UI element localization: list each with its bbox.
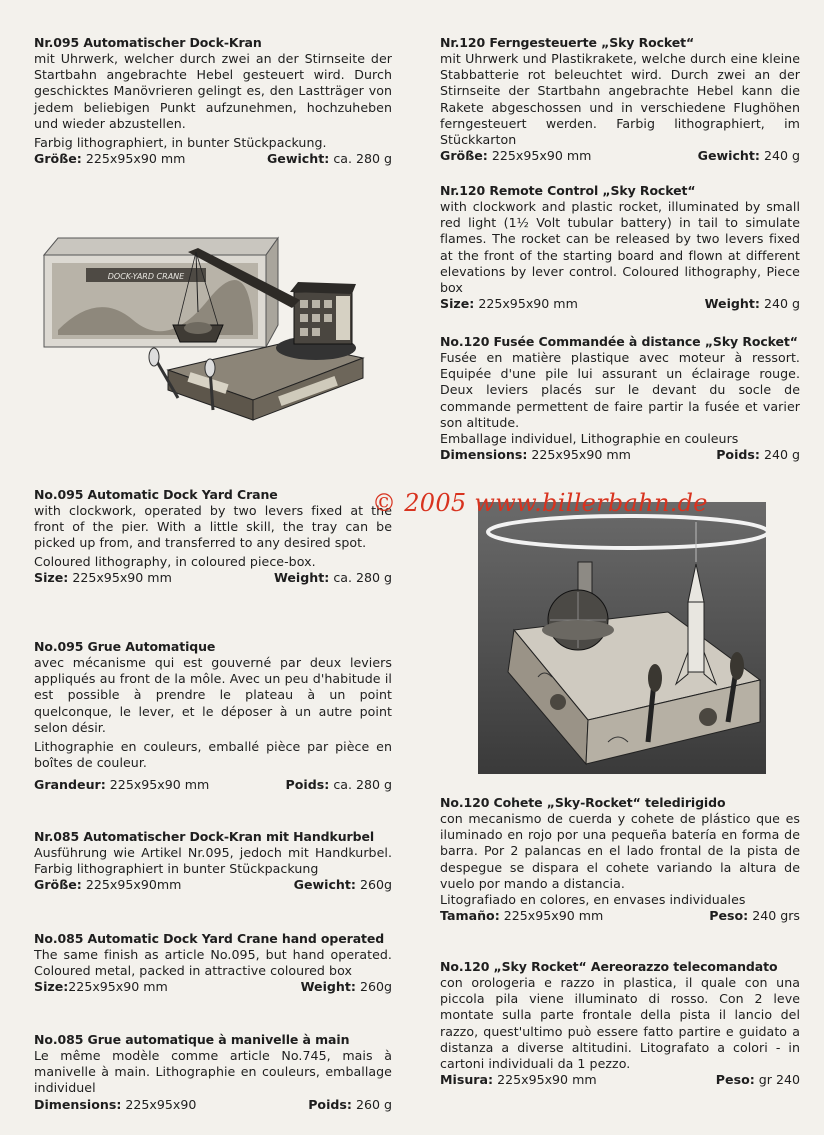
entry-specs: Dimensions: 225x95x90 mm Poids: 240 g bbox=[440, 447, 800, 463]
entry-title: Nr.095 Automatischer Dock-Kran bbox=[34, 35, 262, 50]
entry-120-de bbox=[440, 34, 800, 165]
entry-095-de bbox=[34, 34, 392, 168]
entry-specs: Größe: 225x95x90 mm Gewicht: ca. 280 g bbox=[34, 151, 392, 167]
entry-title: No.095 Grue Automatique bbox=[34, 639, 216, 654]
entry-description: con mecanismo de cuerda y cohete de plástico que es iluminado en rojo por una pequeña batería en forma de barra. Por 2 palancas en el lado frontal de la pista de despegue se dispara el cohete variando la altura de vuelo por mando a distancia. Litografiado en colores, en envases individuales bbox=[440, 811, 800, 908]
entry-title: No.085 Grue automatique à manivelle à main bbox=[34, 1032, 350, 1047]
entry-specs: Misura: 225x95x90 mm Peso: gr 240 bbox=[440, 1072, 800, 1088]
crane-box bbox=[44, 238, 278, 347]
entry-description: con orologeria e razzo in plastica, il quale con una piccola pila viene illuminato di rosso. Con 2 leve montate sulla parte frontale della pista il lancio del razzo, quest'ultimo può essere fatto partire e guidato a distanza a diverse altitudini. Litografato a colori - in cartoni individuali da 1 pezzo. bbox=[440, 975, 800, 1072]
entry-specs: Dimensions: 225x95x90 Poids: 260 g bbox=[34, 1096, 392, 1112]
entry-title: Nr.085 Automatischer Dock-Kran mit Handkurbel bbox=[34, 829, 375, 844]
entry-specs: Size: 225x95x90 mm Weight: ca. 280 g bbox=[34, 569, 392, 585]
box-label: DOCK-YARD CRANE bbox=[107, 272, 185, 281]
entry-description: with clockwork, operated by two levers fixed at the front of the pier. With a little skill, the tray can be picked up from, and transferred to any desired spot. Coloured lithography, in coloured piece-box. bbox=[34, 503, 392, 569]
entry-title: No.120 Fusée Commandée à distance „Sky Rocket“ bbox=[440, 334, 798, 349]
entry-description: Fusée en matière plastique avec moteur à ressort. Equipée d'une pile lui assurant un éclairage rouge. Deux leviers placés sur le devant du socle de commande permettent de faire partir la fusée et varier son altitude. Emballage individuel, Lithographie en couleurs bbox=[440, 350, 800, 447]
entry-specs: Tamaño: 225x95x90 mm Peso: 240 grs bbox=[440, 908, 800, 924]
copyright-watermark: © 2005 www.billerbahn.de bbox=[372, 489, 708, 517]
entry-description: Le même modèle comme article No.745, mais à manivelle à main. Lithographie en couleurs, emballage individuel bbox=[34, 1048, 392, 1096]
entry-120-es bbox=[440, 794, 800, 925]
entry-specs: Size:225x95x90 mm Weight: 260g bbox=[34, 979, 392, 995]
entry-120-it bbox=[440, 958, 800, 1089]
dock-crane-photo bbox=[38, 230, 378, 445]
entry-085-en bbox=[34, 930, 392, 996]
entry-specs: Size: 225x95x90 mm Weight: 240 g bbox=[440, 296, 800, 312]
entry-title: No.120 Cohete „Sky-Rocket“ teledirigido bbox=[440, 795, 726, 810]
crane-cabin bbox=[276, 282, 356, 360]
entry-085-fr bbox=[34, 1031, 392, 1113]
entry-specs: Grandeur: 225x95x90 mm Poids: ca. 280 g bbox=[34, 777, 392, 793]
entry-120-fr bbox=[440, 333, 800, 464]
entry-description: mit Uhrwerk, welcher durch zwei an der Stirnseite der Startbahn angebrachte Hebel gesteuert wird. Durch geschicktes Manövrieren gelingt es, den Lastträger von jedem beliebigen Punkt aufzunehmen, hochzuheben und wieder abzustellen. Farbig lithographiert, in bunter Stückpackung. bbox=[34, 51, 392, 151]
entry-specs: Größe: 225x95x90mm Gewicht: 260g bbox=[34, 877, 392, 893]
entry-085-de bbox=[34, 828, 392, 894]
entry-description: mit Uhrwerk und Plastikrakete, welche durch eine kleine Stabbatterie rot beleuchtet wird. Durch zwei an der Stirnseite der Startbahn angebrachte Hebel kann die Rakete abgeschossen und in verschiedene Flughöhen ferngesteuert werden. Farbig lithographiert, im Stückkarton bbox=[440, 51, 800, 148]
entry-095-en bbox=[34, 486, 392, 586]
entry-title: Nr.120 Ferngesteuerte „Sky Rocket“ bbox=[440, 35, 695, 50]
entry-title: No.085 Automatic Dock Yard Crane hand operated bbox=[34, 931, 385, 946]
entry-title: No.120 „Sky Rocket“ Aereorazzo telecomandato bbox=[440, 959, 778, 974]
entry-title: Nr.120 Remote Control „Sky Rocket“ bbox=[440, 183, 696, 198]
entry-120-en bbox=[440, 182, 800, 313]
sky-rocket-photo bbox=[478, 502, 766, 774]
entry-description: avec mécanisme qui est gouverné par deux leviers appliqués au front de la môle. Avec un peu d'habitude il est possible à prendre le plateau à un point quelconque, le lever, et le déposer à un autre point selon désir. Lithographie en couleurs, emballé pièce par pièce en boîtes de couleur. bbox=[34, 655, 392, 771]
entry-title: No.095 Automatic Dock Yard Crane bbox=[34, 487, 278, 502]
entry-specs: Größe: 225x95x90 mm Gewicht: 240 g bbox=[440, 148, 800, 164]
entry-095-fr bbox=[34, 638, 392, 794]
entry-description: The same finish as article No.095, but hand operated. Coloured metal, packed in attractive coloured box bbox=[34, 947, 392, 979]
entry-description: Ausführung wie Artikel Nr.095, jedoch mit Handkurbel. Farbig lithographiert in bunter Stückpackung bbox=[34, 845, 392, 877]
entry-description: with clockwork and plastic rocket, illuminated by small red light (1½ Volt tubular battery) in tail to simulate flames. The rocket can be released by two levers fixed at the front of the starting board and flown at different elevations by lever control. Coloured lithography, Piece box bbox=[440, 199, 800, 296]
